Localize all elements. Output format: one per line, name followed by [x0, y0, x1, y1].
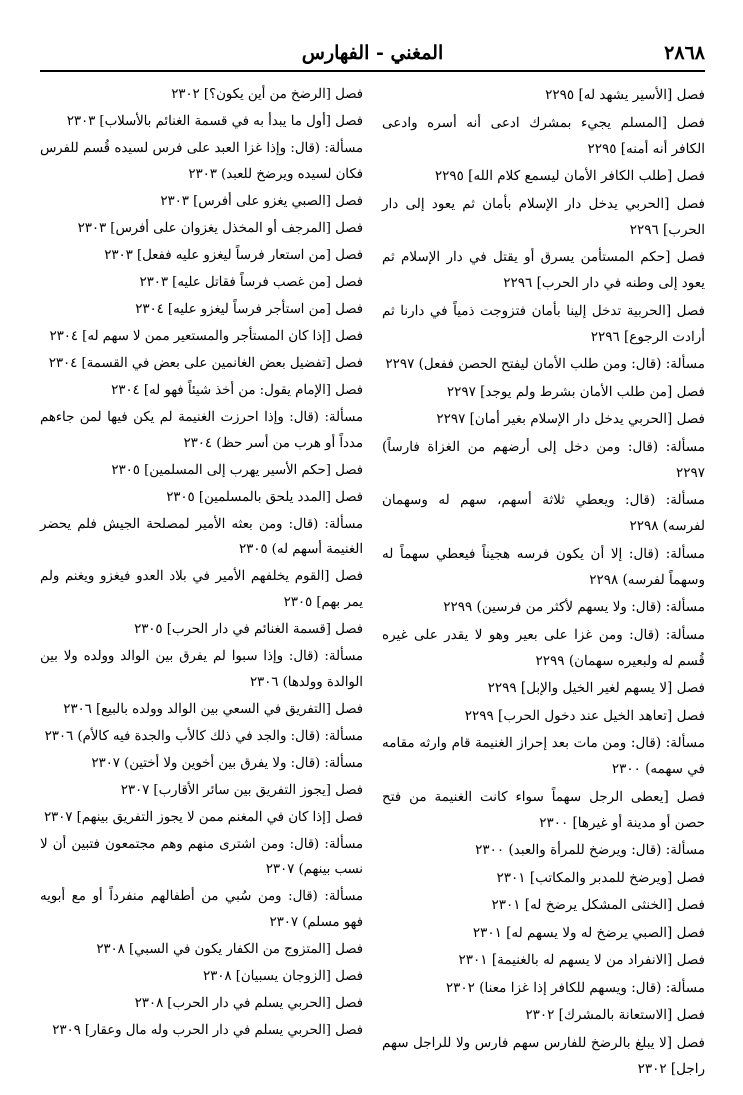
index-entry: فصل [قسمة الغنائم في دار الحرب] ٢٣٠٥: [134, 621, 363, 637]
index-entry: مسألة: (قال: ومن مات بعد إحراز الغنيمة قام وارثه مقامه في سهمه) ٢٣٠٠: [382, 735, 705, 777]
index-column-right: [382, 82, 705, 1083]
page-header: [40, 38, 705, 70]
index-entry: فصل [حكم المستأمن يسرق أو يقتل في دار الإسلام ثم يعود إلى وطنه في دار الحرب] ٢٢٩٦: [382, 249, 705, 291]
index-entry: فصل [الحربي يسلم في دار الحرب] ٢٣٠٨: [134, 996, 363, 1012]
index-column-left: [40, 82, 363, 1045]
index-entry: مسألة: (قال: وإذا احرزت الغنيمة لم يكن فيها لمن جاءهم مدداً أو هرب من أسر حظ) ٢٣٠٤: [40, 410, 363, 451]
index-entry: فصل [أول ما يبدأ به في قسمة الغنائم بالأسلاب] ٢٣٠٣: [66, 114, 363, 130]
index-entry: فصل [الأسير يشهد له] ٢٢٩٥: [545, 87, 705, 103]
index-entry: فصل [الاستعانة بالمشرك] ٢٣٠٢: [525, 1007, 705, 1023]
index-entry: فصل [طلب الكافر الأمان ليسمع كلام الله] ٢٢٩٥: [434, 168, 705, 184]
page-number: ٢٨٦٨: [664, 42, 705, 64]
index-entry: مسألة: (قال: ومن سُبي من أطفالهم منفرداً أو مع أبويه فهو مسلم) ٢٣٠٧: [40, 889, 363, 930]
index-entry: مسألة: (قال: ولا يسهم لأكثر من فرسين) ٢٢٩٩: [443, 599, 705, 615]
index-entry: فصل [ويرضخ للمدبر والمكاتب] ٢٣٠١: [496, 869, 705, 886]
index-entry: فصل [الحربية تدخل إلينا بأمان فتزوجت ذمياً في دارنا ثم أرادت الرجوع] ٢٢٩٦: [382, 302, 705, 345]
index-entry: مسألة: (قال: ومن غزا على بعير وهو لا يقدر على غيره قُسم له ولبعيره سهمان) ٢٢٩٩: [382, 626, 705, 669]
index-entry: فصل [المسلم يجيء بمشرك ادعى أنه أسره وادعى الكافر أنه أمنه] ٢٢٩٥: [382, 114, 705, 157]
index-entry: فصل [تعاهد الخيل عند دخول الحرب] ٢٢٩٩: [464, 707, 705, 724]
index-entry: فصل [الخنثى المشكل يرضخ له] ٢٣٠١: [491, 897, 705, 913]
index-entry: مسألة: (قال: ويعطي ثلاثة أسهم، سهم له وسهمان لفرسه) ٢٢٩٨: [382, 492, 705, 534]
index-entry: فصل [الصبي يرضخ له ولا يسهم له] ٢٣٠١: [472, 924, 705, 941]
index-entry: فصل [المدد يلحق بالمسلمين] ٢٣٠٥: [166, 489, 363, 505]
index-entry: مسألة: (قال: وإذا غزا العبد على فرس لسيده قُسم للفرس فكان لسيده ويرضخ للعبد) ٢٣٠٣: [40, 141, 363, 182]
index-entry: مسألة: (قال: وإذا سبوا لم يفرق بين الوالد وولده ولا بين الوالدة وولدها) ٢٣٠٦: [40, 648, 363, 690]
index-entry: مسألة: (قال: ولا يفرق بين أخوين ولا أختين) ٢٣٠٧: [91, 755, 363, 771]
index-entry: فصل [الرضخ من أين يكون؟] ٢٣٠٢: [171, 87, 363, 102]
index-entry: مسألة: (قال: ومن دخل إلى أرضهم من الغزاة فارساً) ٢٢٩٧: [382, 438, 705, 481]
index-entry: فصل [الحربي يسلم في دار الحرب وله مال وعقار] ٢٣٠٩: [52, 1023, 363, 1039]
index-entry: فصل [الصبي يغزو على أفرس] ٢٣٠٣: [160, 193, 363, 209]
index-entry: فصل [لا يبلغ بالرضخ للفارس سهم فارس ولا للراجل سهم راجل] ٢٣٠٢: [382, 1034, 705, 1077]
index-entry: فصل [من استعار فرساً ليغزو عليه ففعل] ٢٣٠٣: [104, 247, 363, 263]
index-entry: فصل [من طلب الأمان بشرط ولم يوجد] ٢٢٩٧: [446, 383, 705, 400]
index-entry: فصل [يجوز التفريق بين سائر الأقارب] ٢٣٠٧: [120, 782, 363, 798]
index-entry: مسألة: (قال: ويرضخ للمرأة والعبد) ٢٣٠٠: [475, 842, 705, 858]
index-entry: مسألة: (قال: والجد في ذلك كالأب والجدة فيه كالأم) ٢٣٠٦: [44, 728, 363, 744]
index-entry: مسألة: (قال: ومن طلب الأمان ليفتح الحصن ففعل) ٢٢٩٧: [385, 356, 705, 372]
index-entry: مسألة: (قال: ويسهم للكافر إذا غزا معنا) ٢٣٠٢: [445, 979, 705, 996]
index-entry: مسألة: (قال: إلا أن يكون فرسه هجيناً فيعطي سهماً له وسهماً لفرسه) ٢٢٩٨: [382, 545, 705, 588]
index-entry: فصل [من غصب فرساً فقاتل عليه] ٢٣٠٣: [139, 274, 363, 290]
index-entry: فصل [المرجف أو المخذل يغزوان على أفرس] ٢٣٠٣: [77, 220, 363, 236]
index-entry: فصل [الحربي يدخل دار الإسلام بغير أمان] ٢٢٩٧: [436, 411, 705, 427]
index-entry: مسألة: (قال: ومن بعثه الأمير لمصلحة الجيش فلم يحضر الغنيمة أسهم له) ٢٣٠٥: [40, 516, 363, 558]
index-entry: فصل [إذا كان المستأجر والمستعير ممن لا سهم له] ٢٣٠٤: [49, 328, 363, 344]
index-entry: فصل [القوم يخلفهم الأمير في بلاد العدو فيغزو ويغنم ولم يمر بهم] ٢٣٠٥: [40, 569, 363, 610]
index-entry: فصل [الحربي يدخل دار الإسلام بأمان ثم يعود إلى دار الحرب] ٢٢٩٦: [382, 195, 705, 238]
index-entry: فصل [يعطى الرجل سهماً سواء كانت الغنيمة من فتح حصن أو مدينة أو غيرها] ٢٣٠٠: [382, 788, 705, 831]
index-entry: فصل [إذا كان في المغنم ممن لا يجوز التفريق بينهم] ٢٣٠٧: [43, 809, 363, 825]
running-title: المغني - الفهارس: [301, 42, 444, 64]
index-entry: فصل [التفريق في السعي بين الوالد وولده بالبيع] ٢٣٠٦: [63, 701, 363, 717]
index-entry: فصل [حكم الأسير يهرب إلى المسلمين] ٢٣٠٥: [111, 462, 363, 478]
index-entry: فصل [تفضيل بعض الغانمين على بعض في القسمة] ٢٣٠٤: [48, 355, 363, 371]
index-entry: فصل [الانفراد من لا يسهم له بالغنيمة] ٢٣٠١: [458, 952, 705, 968]
index-entry: مسألة: (قال: ومن اشترى منهم وهم مجتمعون فتبين أن لا نسب بينهم) ٢٣٠٧: [40, 836, 363, 878]
header-rule: [40, 70, 705, 72]
index-entry: فصل [من استأجر فرساً ليغزو عليه] ٢٣٠٤: [135, 301, 363, 317]
index-entry: فصل [الزوجان يسبيان] ٢٣٠٨: [203, 969, 363, 985]
index-entry: فصل [المتزوج من الكفار يكون في السبي] ٢٣٠٨: [96, 942, 363, 957]
index-entry: فصل [لا يسهم لغير الخيل والإبل] ٢٢٩٩: [487, 680, 705, 696]
index-entry: فصل [الإمام يقول: من أخذ شيئاً فهو له] ٢٣٠٤: [111, 383, 363, 399]
